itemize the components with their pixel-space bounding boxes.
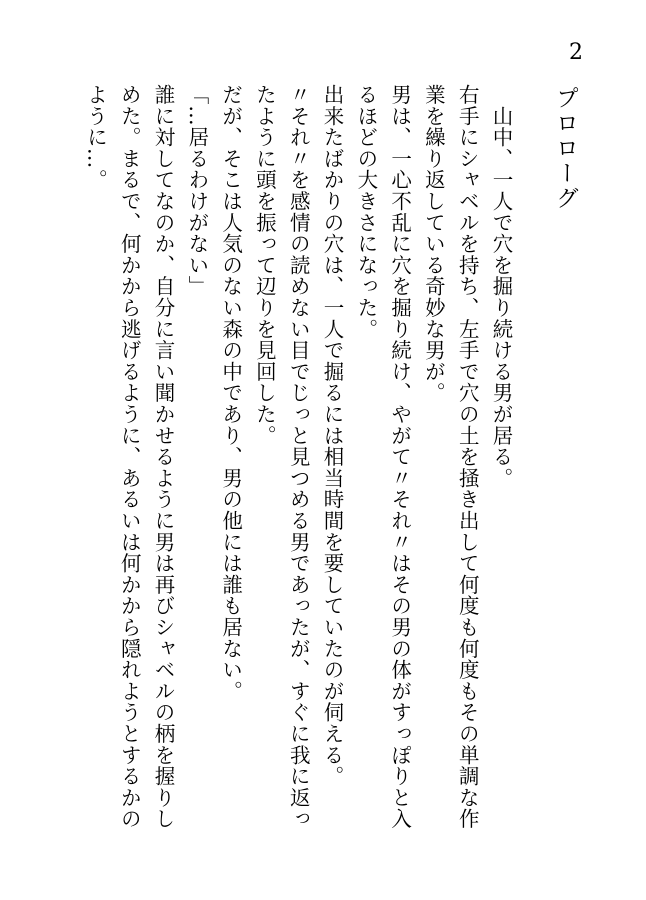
body-text xyxy=(83,84,517,850)
text-line: 出来たばかりの穴は、一人で掘るには相当時間を要していたのが伺える。 xyxy=(320,84,345,787)
text-line: たように頭を振って辺りを見回した。 xyxy=(252,84,277,447)
text-line: 誰に対してなのか、自分に言い聞かせるように男は再びシャベルの柄を握りし xyxy=(151,84,176,830)
text-line: 業を繰り返している奇妙な男が。 xyxy=(421,84,446,404)
text-line: 山中、一人で穴を掘り続ける男が居る。 xyxy=(489,84,513,489)
text-line: めた。まるで、何かから逃げるように、あるいは何かから隠れようとするかの xyxy=(117,84,142,830)
page-number: 2 xyxy=(569,40,583,65)
text-line: ように…。 xyxy=(83,84,108,191)
chapter-title: プロローグ xyxy=(552,86,578,211)
text-line: るほどの大きさになった。 xyxy=(353,84,378,340)
text-line: 男は、一心不乱に穴を掘り続け、やがて〃それ〃はその男の体がすっぽりと入 xyxy=(387,84,412,830)
text-line: 〃それ〃を感情の読めない目でじっと見つめる男であったが、すぐに我に返っ xyxy=(286,84,311,830)
text-line: 右手にシャベルを持ち、左手で穴の土を掻き出して何度も何度もその単調な作 xyxy=(455,84,480,830)
text-line: 「…居るわけがない」 xyxy=(184,84,209,297)
text-line: だが、そこは人気のない森の中であり、男の他には誰も居ない。 xyxy=(218,84,243,702)
